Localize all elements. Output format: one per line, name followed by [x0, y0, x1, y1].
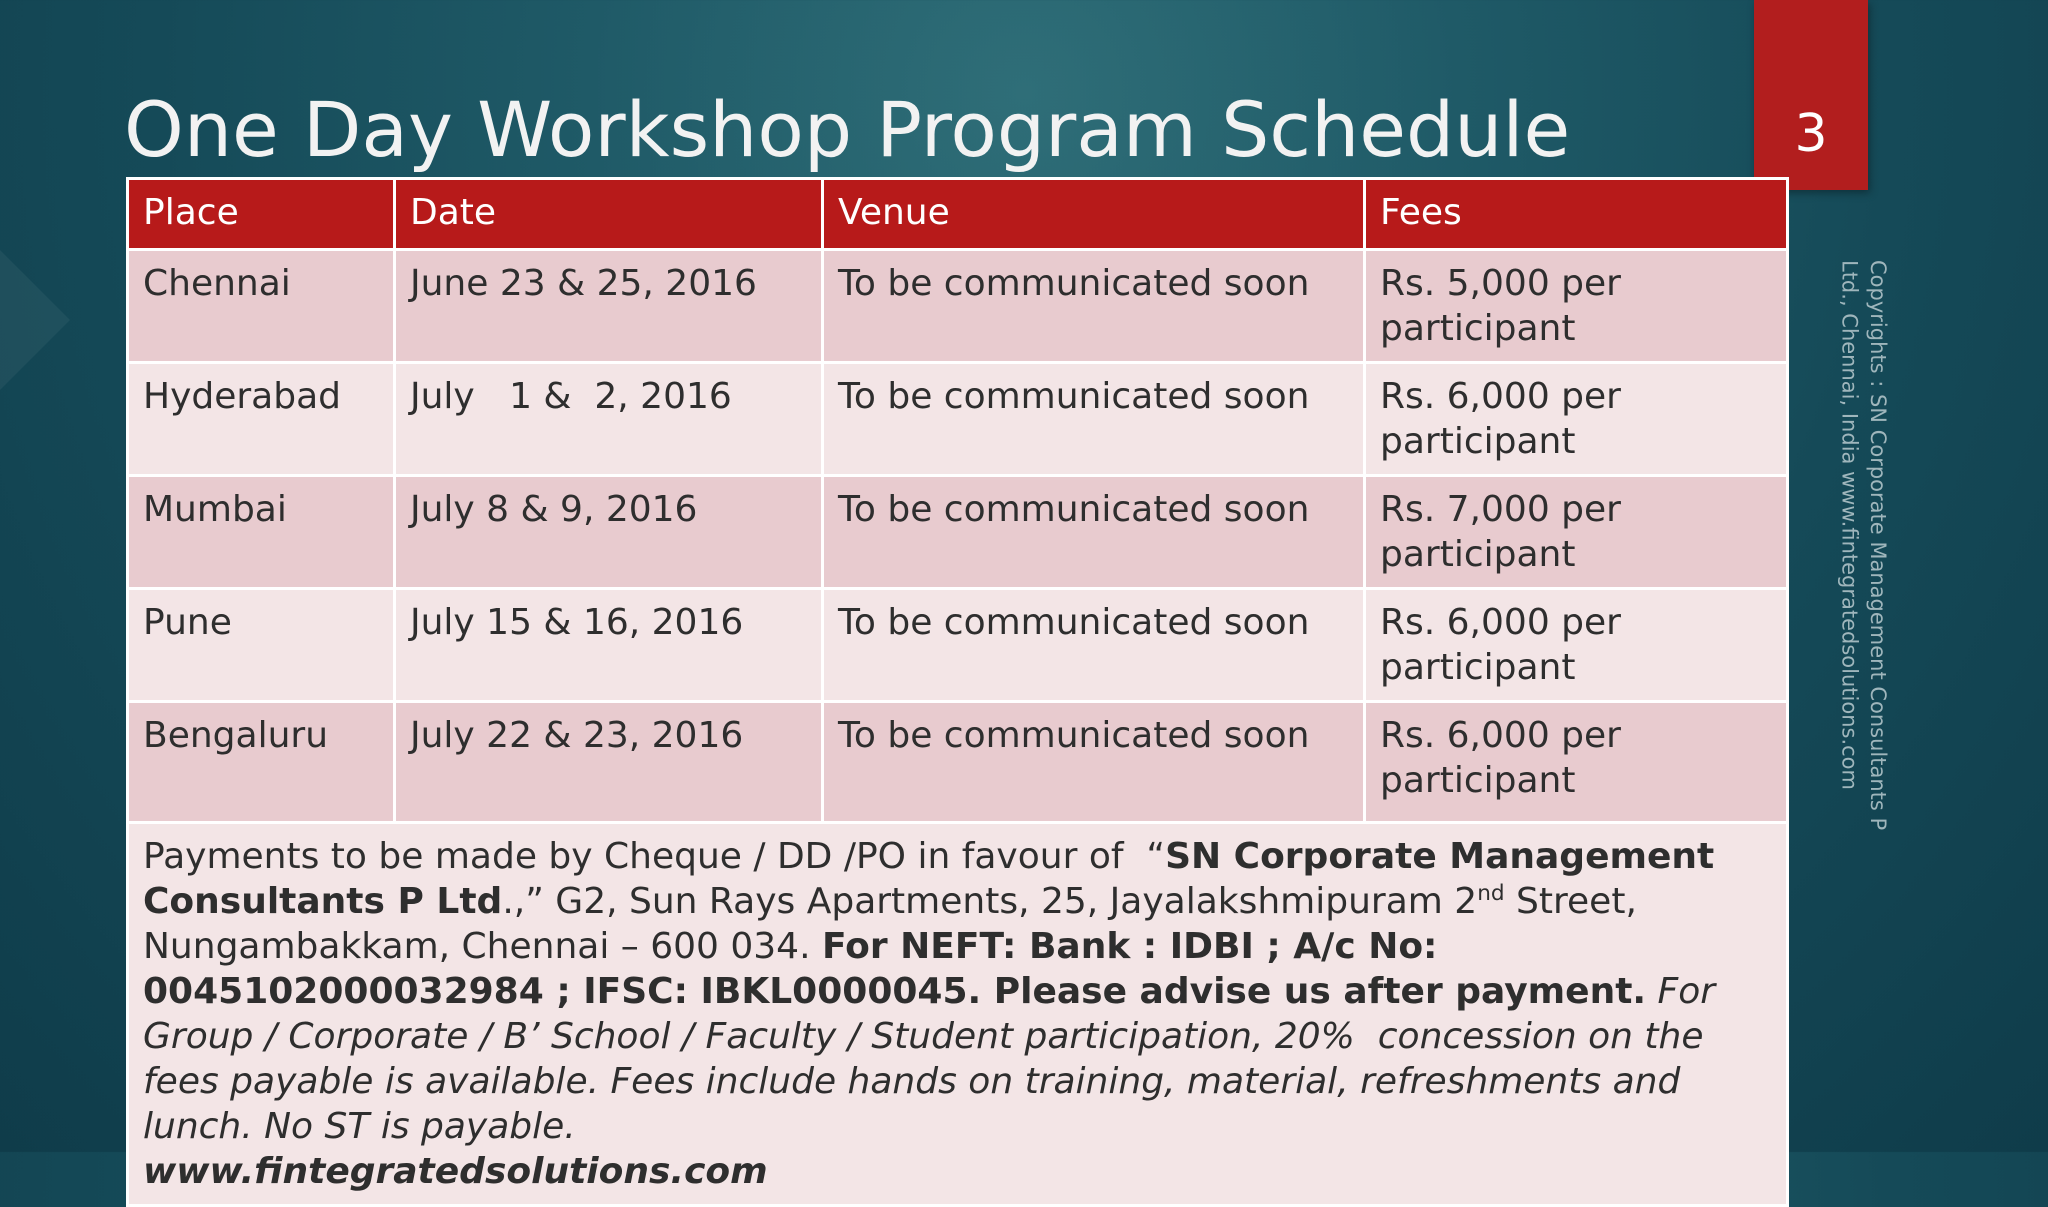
cell-venue: To be communicated soon — [823, 250, 1365, 363]
table-row — [128, 589, 1788, 702]
cell-venue: To be communicated soon — [823, 589, 1365, 702]
table-row — [128, 363, 1788, 476]
payment-intro: Payments to be made by Cheque / DD /PO in favour of “ — [143, 836, 1166, 877]
cell-fees: Rs. 7,000 per participant — [1365, 476, 1788, 589]
cell-place: Mumbai — [128, 476, 395, 589]
cell-date: July 22 & 23, 2016 — [395, 702, 823, 823]
header-place: Place — [128, 179, 395, 250]
cell-place: Pune — [128, 589, 395, 702]
table-row — [128, 250, 1788, 363]
header-venue: Venue — [823, 179, 1365, 250]
concession-note: For Group / Corporate / B’ School / Faculty / Student participation, 20% concession on the fees payable is available. Fees include hands on training, material, refreshments and lunch. No ST is payable. — [143, 971, 1727, 1147]
payment-row — [128, 823, 1788, 1206]
payee-address: .,” G2, Sun Rays Apartments, 25, Jayalakshmipuram 2 — [502, 881, 1478, 922]
ordinal-suffix: nd — [1477, 881, 1505, 906]
payment-info — [128, 823, 1788, 1206]
cell-venue: To be communicated soon — [823, 702, 1365, 823]
table-header-row — [128, 179, 1788, 250]
slide-title: One Day Workshop Program Schedule — [124, 85, 1571, 174]
cell-fees: Rs. 5,000 per participant — [1365, 250, 1788, 363]
slide-accent-arrow — [0, 250, 70, 390]
slide-number: 3 — [1794, 104, 1828, 164]
header-date: Date — [395, 179, 823, 250]
website-link: www.fintegratedsolutions.com — [143, 1151, 768, 1192]
cell-fees: Rs. 6,000 per participant — [1365, 702, 1788, 823]
cell-fees: Rs. 6,000 per participant — [1365, 363, 1788, 476]
cell-date: July 15 & 16, 2016 — [395, 589, 823, 702]
cell-place: Chennai — [128, 250, 395, 363]
table-row — [128, 476, 1788, 589]
neft-details: For NEFT: Bank : IDBI ; A/c No: 0045102000032984 ; IFSC: IBKL0000045. Please advise us after payment. — [143, 926, 1647, 1012]
payee-company: SN Corporate Management Consultants P Ltd — [143, 836, 1715, 922]
cell-date: July 1 & 2, 2016 — [395, 363, 823, 476]
copyright-notice: Copyrights : SN Corporate Management Consultants P Ltd., Chennai, India www.fintegratedsolutions.com — [1837, 260, 1890, 831]
payee-address-rest: Street, Nungambakkam, Chennai – 600 034. — [143, 881, 1637, 967]
cell-date: July 8 & 9, 2016 — [395, 476, 823, 589]
slide-number-tab — [1754, 0, 1868, 190]
cell-place: Hyderabad — [128, 363, 395, 476]
cell-date: June 23 & 25, 2016 — [395, 250, 823, 363]
schedule-table — [126, 177, 1789, 1207]
cell-place: Bengaluru — [128, 702, 395, 823]
cell-venue: To be communicated soon — [823, 476, 1365, 589]
cell-venue: To be communicated soon — [823, 363, 1365, 476]
cell-fees: Rs. 6,000 per participant — [1365, 589, 1788, 702]
table-row — [128, 702, 1788, 823]
header-fees: Fees — [1365, 179, 1788, 250]
